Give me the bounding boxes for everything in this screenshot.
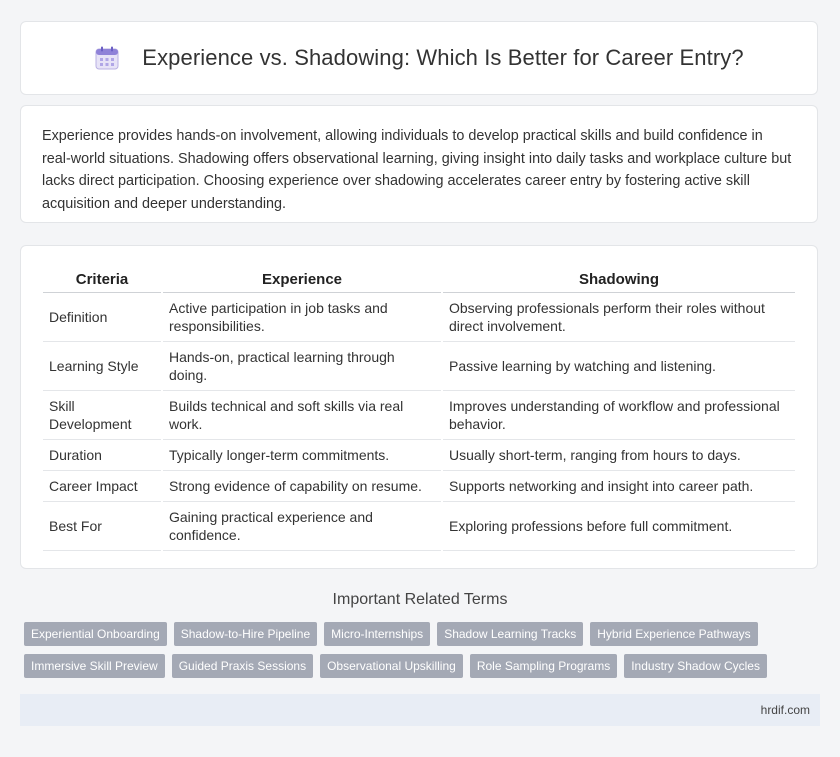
cell-criteria: Duration	[43, 440, 161, 471]
cell-shadowing: Usually short-term, ranging from hours to days.	[443, 440, 795, 471]
cell-shadowing: Exploring professions before full commitment.	[443, 502, 795, 551]
cell-experience: Active participation in job tasks and responsibilities.	[163, 293, 441, 342]
cell-criteria: Learning Style	[43, 342, 161, 391]
tag-link[interactable]: Shadow Learning Tracks	[437, 622, 583, 646]
cell-shadowing: Observing professionals perform their roles without direct involvement.	[443, 293, 795, 342]
cell-experience: Gaining practical experience and confidence.	[163, 502, 441, 551]
header-experience: Experience	[163, 264, 441, 293]
tag-link[interactable]: Guided Praxis Sessions	[172, 654, 313, 678]
cell-criteria: Skill Development	[43, 391, 161, 440]
page-title: Experience vs. Shadowing: Which Is Better for Career Entry?	[142, 45, 744, 70]
table-row	[43, 391, 795, 440]
cell-criteria: Career Impact	[43, 471, 161, 502]
header-shadowing: Shadowing	[443, 264, 795, 293]
comparison-card	[20, 245, 818, 569]
table-row	[43, 471, 795, 502]
title-card	[20, 21, 818, 95]
related-terms-title: Important Related Terms	[332, 591, 508, 608]
header-criteria: Criteria	[43, 264, 161, 293]
cell-criteria: Definition	[43, 293, 161, 342]
tag-link[interactable]: Hybrid Experience Pathways	[590, 622, 757, 646]
tag-link[interactable]: Industry Shadow Cycles	[624, 654, 767, 678]
comparison-table	[41, 264, 797, 551]
table-row	[43, 293, 795, 342]
footer	[20, 694, 820, 726]
cell-experience: Strong evidence of capability on resume.	[163, 471, 441, 502]
cell-shadowing: Supports networking and insight into career path.	[443, 471, 795, 502]
table-row	[43, 440, 795, 471]
tag-row	[24, 622, 824, 646]
cell-criteria: Best For	[43, 502, 161, 551]
tag-link[interactable]: Shadow-to-Hire Pipeline	[174, 622, 317, 646]
tag-link[interactable]: Immersive Skill Preview	[24, 654, 165, 678]
cell-shadowing: Improves understanding of workflow and professional behavior.	[443, 391, 795, 440]
table-row	[43, 342, 795, 391]
cell-shadowing: Passive learning by watching and listening.	[443, 342, 795, 391]
intro-text: Experience provides hands-on involvement, allowing individuals to develop practical skills and build confidence in real-world situations. Shadowing offers observational learning, giving insight into daily tasks and workplace culture but lacks direct participation. Choosing experience over shadowing accelerates career entry by fostering active skill acquisition and deeper understanding.	[42, 128, 792, 212]
tag-link[interactable]: Experiential Onboarding	[24, 622, 167, 646]
related-terms	[24, 622, 824, 686]
tag-link[interactable]: Role Sampling Programs	[470, 654, 617, 678]
tag-link[interactable]: Observational Upskilling	[320, 654, 463, 678]
tag-link[interactable]: Micro-Internships	[324, 622, 430, 646]
cell-experience: Builds technical and soft skills via real work.	[163, 391, 441, 440]
table-row	[43, 502, 795, 551]
cell-experience: Hands-on, practical learning through doing.	[163, 342, 441, 391]
intro-card	[20, 105, 818, 223]
cell-experience: Typically longer-term commitments.	[163, 440, 441, 471]
footer-site[interactable]: hrdif.com	[760, 703, 810, 717]
tag-row	[24, 654, 824, 678]
calendar-icon	[94, 45, 120, 71]
